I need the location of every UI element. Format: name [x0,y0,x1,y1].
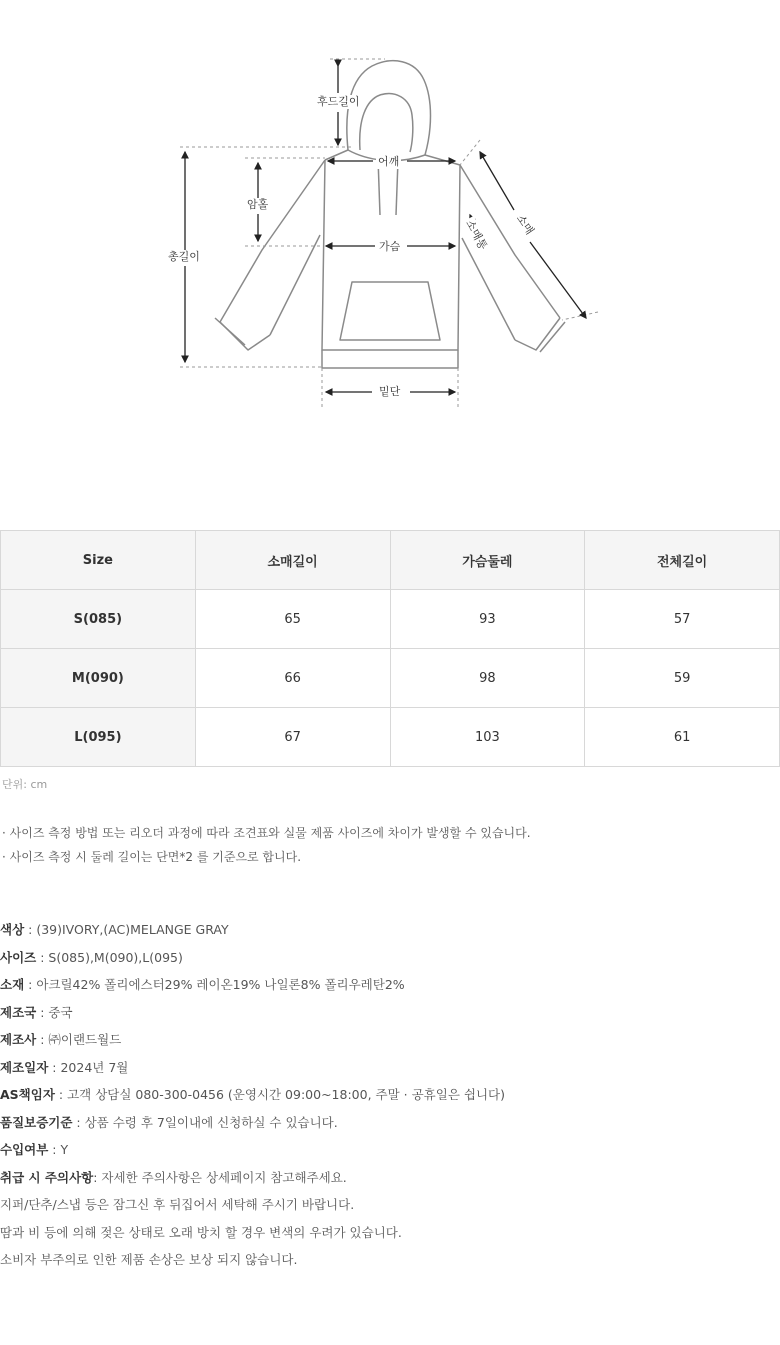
info-value: : 아크릴42% 폴리에스터29% 레이온19% 나일론8% 폴리우레탄2% [24,977,405,992]
info-row-country [0,999,505,1027]
table-row [1,649,780,708]
table-cell-sleeve: 65 [195,590,390,649]
unit-label: 단위: cm [2,778,48,791]
table-header: 소매길이 [195,531,390,590]
info-row-import [0,1136,505,1164]
info-key: 품질보증기준 [0,1114,73,1130]
info-value: : Y [48,1142,69,1157]
hoodie-outline [215,61,565,368]
info-value: : 고객 상담실 080-300-0456 (운영시간 09:00~18:00, 주말 · 공휴일은 쉽니다) [54,1087,505,1102]
info-key: 제조사 [0,1032,37,1047]
table-cell-size: S(085) [1,590,196,649]
note-item: · 사이즈 측정 방법 또는 리오더 과정에 따라 조견표와 실물 제품 사이즈에 차이가 발생할 수 있습니다. [2,826,531,840]
size-notes [2,821,531,869]
info-key: 제조일자 [0,1059,49,1075]
info-row-material [0,971,505,999]
info-row-size [0,944,505,972]
label-total-length: 총길이 [168,250,200,263]
info-row-warranty [0,1109,505,1137]
table-cell-length: 59 [585,649,780,708]
info-row-care-zip [0,1191,505,1219]
info-key: 소재 [0,977,25,992]
size-table [0,530,780,767]
table-cell-chest: 98 [390,649,585,708]
info-key: 사이즈 [0,949,37,965]
info-key: 제조국 [0,1004,37,1020]
table-row [1,590,780,649]
hoodie-illustration [0,0,780,420]
info-key: 색상 [0,922,25,937]
info-value: 지퍼/단추/스냅 등은 잠그신 후 뒤집어서 세탁해 주시기 바랍니다. [0,1197,355,1212]
info-row-as [0,1081,505,1109]
info-value: : 자세한 주의사항은 상세페이지 참고해주세요. [93,1169,347,1185]
info-value: : 2024년 7월 [48,1059,129,1075]
table-header: 전체길이 [585,531,780,590]
table-cell-sleeve: 67 [195,708,390,767]
label-sleeve: 소매 [512,211,538,240]
guide-lines [180,59,598,410]
info-row-manufacturer [0,1026,505,1054]
label-chest: 가슴 [379,240,401,253]
info-row-care-wet [0,1219,505,1247]
table-cell-chest: 93 [390,590,585,649]
info-value: : ㈜이랜드월드 [36,1032,122,1047]
product-info [0,916,505,1274]
label-shoulder: 어깨 [378,155,400,168]
info-value: : S(085),M(090),L(095) [36,949,183,965]
label-hem: 밑단 [379,385,401,398]
info-value: : 중국 [36,1004,73,1020]
table-header: Size [1,531,196,590]
label-armhole: 암홀 [247,198,269,211]
table-row [1,708,780,767]
table-cell-sleeve: 66 [195,649,390,708]
table-cell-length: 61 [585,708,780,767]
hoodie-size-diagram [0,0,780,420]
label-sleeve-width: 소매통 [461,216,490,254]
table-cell-length: 57 [585,590,780,649]
table-cell-chest: 103 [390,708,585,767]
table-cell-size: M(090) [1,649,196,708]
table-cell-size: L(095) [1,708,196,767]
table-header: 가슴둘레 [390,531,585,590]
info-key: AS책임자 [0,1087,55,1102]
note-item: · 사이즈 측정 시 둘레 길이는 단면*2 를 기준으로 합니다. [2,850,302,864]
info-row-date [0,1054,505,1082]
info-row-color [0,916,505,944]
info-value: 땀과 비 등에 의해 젖은 상태로 오래 방치 할 경우 변색의 우려가 있습니다. [0,1224,402,1240]
label-hood-length: 후드길이 [317,95,360,108]
info-row-care-damage [0,1246,505,1274]
table-header-row [1,531,780,590]
info-value: 소비자 부주의로 인한 제품 손상은 보상 되지 않습니다. [0,1252,298,1267]
info-key: 취급 시 주의사항 [0,1169,94,1185]
info-value: : (39)IVORY,(AC)MELANGE GRAY [24,922,229,937]
info-row-care [0,1164,505,1192]
info-value: : 상품 수령 후 7일이내에 신청하실 수 있습니다. [72,1114,338,1130]
info-key: 수입여부 [0,1142,49,1157]
